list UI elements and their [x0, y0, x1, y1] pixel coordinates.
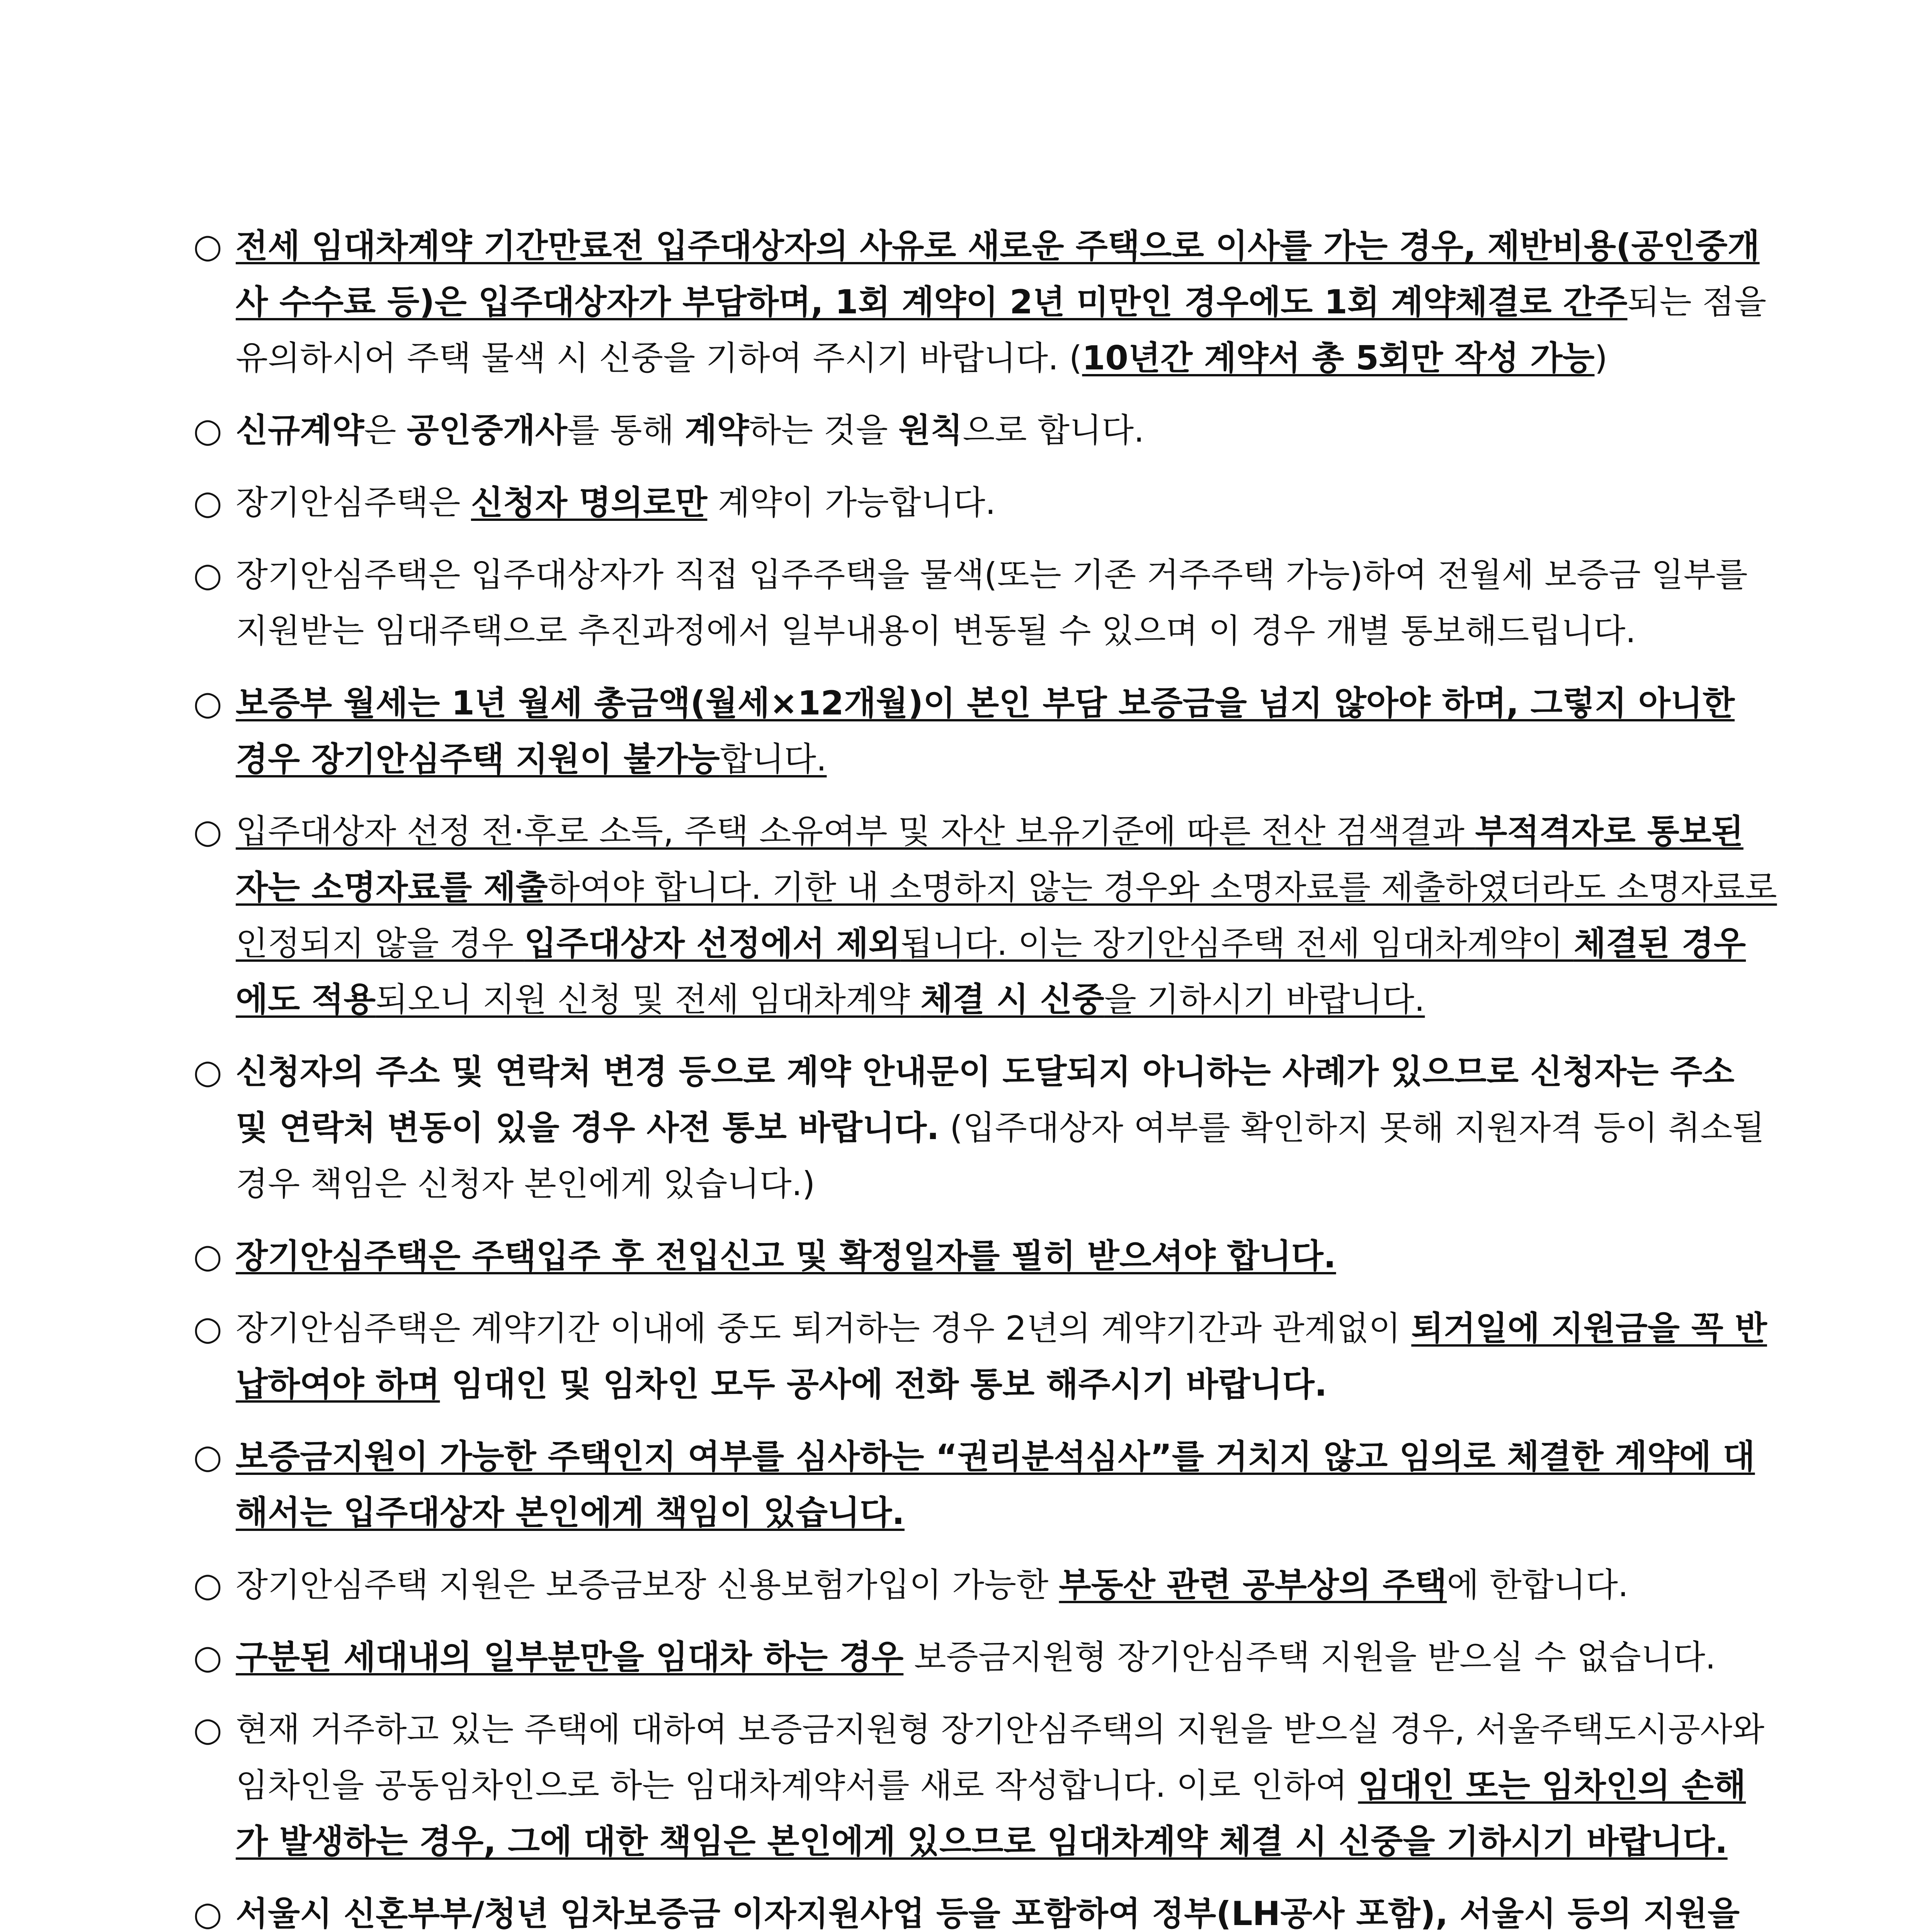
notice-text: 신청자 명의로만	[471, 483, 708, 522]
circle-bullet-icon: ○	[193, 483, 223, 522]
notice-text: 임대인 또는 임차인의 손해가 발생하는 경우, 그에 대한 책임은 본인에게 있으므로 임대차계약 체결 시 신중을 기하시기 바랍니다.	[236, 1766, 1746, 1861]
notice-text: 부동산 관련 공부상의 주택	[1059, 1566, 1447, 1604]
notice-text: 장기안심주택은 계약기간 이내에 중도 퇴거하는 경우 2년의 계약기간과 관계없이	[236, 1309, 1412, 1348]
notice-item	[193, 1429, 1778, 1541]
notice-item	[193, 1886, 1778, 1932]
notice-text: 하는 것을	[749, 411, 899, 450]
circle-bullet-icon: ○	[193, 556, 223, 594]
notice-text: 보증금지원형 장기안심주택 지원을 받으실 수 없습니다.	[903, 1638, 1716, 1677]
notice-text: 계약이 가능합니다.	[707, 483, 996, 522]
circle-bullet-icon: ○	[193, 1638, 223, 1677]
notice-text: 부적격자로 통보된 자는 소명자료를 제출	[236, 812, 1744, 907]
notice-text: 에 한합니다.	[1447, 1566, 1629, 1604]
circle-bullet-icon: ○	[193, 1566, 223, 1604]
notice-text: 장기안심주택은 주택입주 후 전입신고 및 확정일자를 필히 받으셔야 합니다.	[236, 1237, 1336, 1276]
notice-item	[193, 1301, 1778, 1413]
notice-text: 되는 점을 유의하시어 주택 물색 시 신중을 기하여 주시기 바랍니다. (	[236, 283, 1767, 378]
notice-text: 체결 시 신중	[920, 980, 1104, 1019]
circle-bullet-icon: ○	[193, 1895, 223, 1932]
notice-item	[193, 475, 1778, 531]
notice-text: 퇴거일에 지원금을 꼭 반납하여야 하며	[236, 1309, 1767, 1404]
circle-bullet-icon: ○	[193, 411, 223, 450]
notice-text: 신청자의 주소 및 연락처 변경 등으로 계약 안내문이 도달되지 아니하는 사례가 있으므로 신청자는 주소 및 연락처 변동이 있을 경우 사전 통보 바랍니다.	[236, 1053, 1735, 1147]
circle-bullet-icon: ○	[193, 227, 223, 265]
notice-text: 10년간 계약서 총 5회만 작성 가능	[1082, 339, 1595, 378]
notice-text: 신규계약	[236, 411, 364, 450]
notice-text: 구분된 세대내의 일부분만을 임대차 하는 경우	[236, 1638, 904, 1677]
notice-text: 은	[364, 411, 407, 450]
notice-text: 보증부 월세는 1년 월세 총금액(월세×12개월)이 본인 부담 보증금을 넘지 않아야 하며, 그렇지 아니한 경우 장기안심주택 지원이 불가능	[236, 684, 1735, 779]
circle-bullet-icon: ○	[193, 812, 223, 851]
circle-bullet-icon: ○	[193, 1437, 223, 1476]
notice-text: 합니다.	[720, 740, 827, 779]
notice-item	[193, 1629, 1778, 1685]
notice-text: 공인중개사	[407, 411, 568, 450]
notice-item	[193, 675, 1778, 787]
notice-text: 장기안심주택은 입주대상자가 직접 입주주택을 물색(또는 기존 거주주택 가능)하여 전월세 보증금 일부를 지원받는 임대주택으로 추진과정에서 일부내용이 변동될 수 있으며 이 경우 개별 통보해드립니다.	[236, 556, 1748, 650]
notice-text: )	[1594, 339, 1608, 378]
notice-text: 보증금지원이 가능한 주택인지 여부를 심사하는 “권리분석심사”를 거치지 않고 임의로 체결한 계약에 대해서는 입주대상자 본인에게 책임이 있습니다.	[236, 1437, 1755, 1532]
notice-text: 계약	[685, 411, 749, 450]
notice-item	[193, 1228, 1778, 1284]
notice-text: 을 기하시기 바랍니다.	[1104, 980, 1425, 1019]
notice-list	[193, 218, 1778, 1932]
notice-text: 으로 합니다.	[963, 411, 1145, 450]
notice-text: 임대인 및 임차인 모두 공사에 전화 통보 해주시기 바랍니다.	[440, 1365, 1327, 1404]
notice-item	[193, 1702, 1778, 1870]
notice-text: 장기안심주택 지원은 보증금보장 신용보험가입이 가능한	[236, 1566, 1059, 1604]
notice-text: 체결된 경우에도 적용	[236, 924, 1746, 1019]
notice-item	[193, 804, 1778, 1028]
circle-bullet-icon: ○	[193, 1710, 223, 1749]
notice-item	[193, 218, 1778, 386]
notice-item	[193, 547, 1778, 659]
notice-text: 를 통해	[567, 411, 685, 450]
notice-text: 장기안심주택은	[236, 483, 471, 522]
notice-text: 전세 임대차계약 기간만료전 입주대상자의 사유로 새로운 주택으로 이사를 가는 경우, 제반비용(공인중개사 수수료 등)은 입주대상자가 부담하며, 1회 계약이 2년 미만인 경우에도 1회 계약체결로 간주	[236, 227, 1760, 321]
notice-text: 하여야 합니다. 기한 내 소명하지 않는 경우와 소명자료를 제출하였더라도 소명자료로 인정되지 않을 경우	[236, 868, 1777, 963]
notice-item	[193, 1557, 1778, 1613]
circle-bullet-icon: ○	[193, 1053, 223, 1091]
notice-text: 입주대상자 선정에서 제외	[524, 924, 901, 963]
notice-item	[193, 1044, 1778, 1212]
notice-text: 서울시 신혼부부/청년 임차보증금 이자지원사업 등을 포함하여 정부(LH공사 포함), 서울시 등의 지원을	[236, 1895, 1740, 1932]
circle-bullet-icon: ○	[193, 1237, 223, 1276]
notice-text: 되오니 지원 신청 및 전세 임대차계약	[376, 980, 921, 1019]
notice-text: 원칙	[898, 411, 963, 450]
notice-text: 현재 거주하고 있는 주택에 대하여 보증금지원형 장기안심주택의 지원을 받으실 경우, 서울주택도시공사와 임차인을 공동임차인으로 하는 임대차계약서를 새로 작성합니다. 이로 인하여	[236, 1710, 1765, 1805]
notice-text: 됩니다. 이는 장기안심주택 전세 임대차계약이	[900, 924, 1574, 963]
circle-bullet-icon: ○	[193, 684, 223, 723]
circle-bullet-icon: ○	[193, 1309, 223, 1348]
notice-text: 입주대상자 선정 전·후로 소득, 주택 소유여부 및 자산 보유기준에 따른 전산 검색결과	[236, 812, 1475, 851]
notice-item	[193, 403, 1778, 459]
notice-text: (입주대상자 여부를 확인하지 못해 지원자격 등이 취소될 경우 책임은 신청자 본인에게 있습니다.)	[236, 1109, 1765, 1203]
